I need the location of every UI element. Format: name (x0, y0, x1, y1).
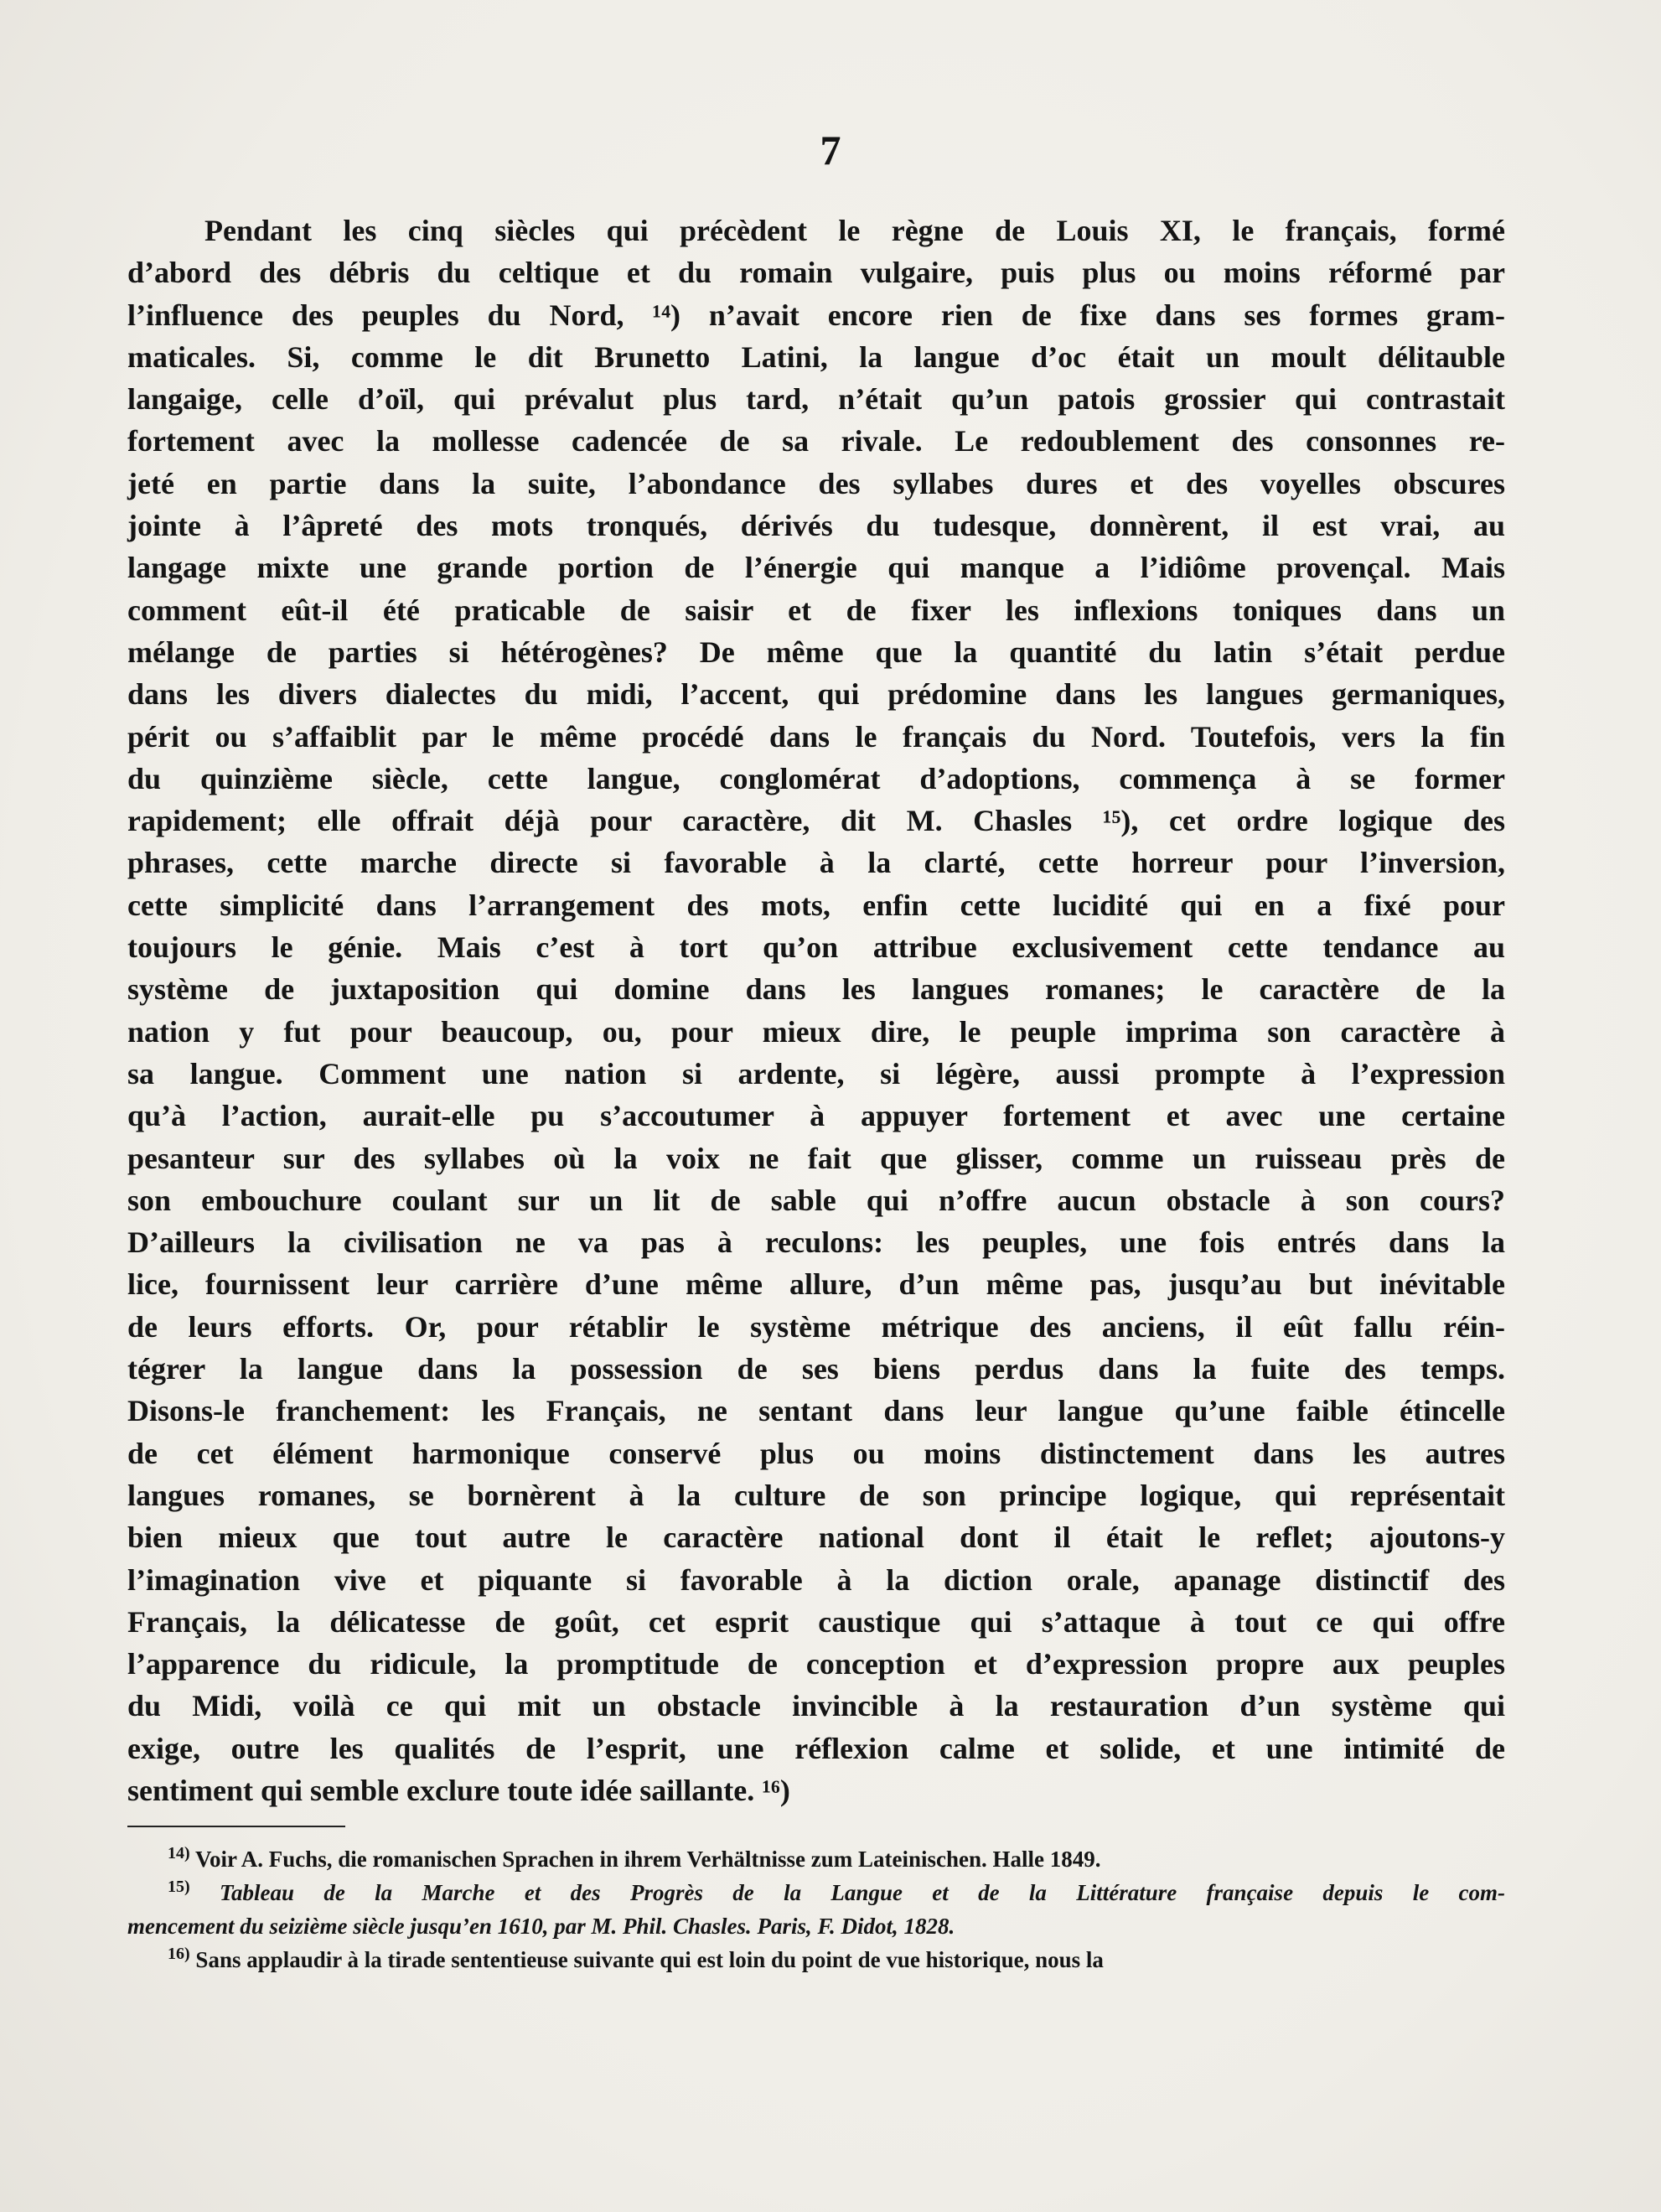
footnote-divider (127, 1826, 345, 1827)
text-line: bien mieux que tout autre le caractère national dont il était le reflet; ajoutons-y (127, 1520, 1505, 1555)
text-line: pesanteur sur des syllabes où la voix ne fait que glisser, comme un ruisseau près de (127, 1141, 1505, 1175)
text-line: lice, fournissent leur carrière d’une même allure, d’un même pas, jusqu’au but inévitable (127, 1267, 1505, 1302)
text-line: D’ailleurs la civilisation ne va pas à reculons: les peuples, une fois entrés dans la (127, 1225, 1505, 1260)
text-line: rapidement; elle offrait déjà pour caractère, dit M. Chasles ¹⁵), cet ordre logique des (127, 804, 1505, 838)
text-line: du Midi, voilà ce qui mit un obstacle invincible à la restauration d’un système qui (127, 1689, 1505, 1723)
footnote-mark: 15) (168, 1878, 190, 1896)
text-line: Disons-le franchement: les Français, ne sentant dans leur langue qu’une faible étincelle (127, 1394, 1505, 1428)
footnote-16 (127, 1943, 1505, 1976)
footnote-mark: 14) (168, 1844, 190, 1862)
text-line: langues romanes, se bornèrent à la culture de son principe logique, qui représentait (127, 1478, 1505, 1512)
text-line: phrases, cette marche directe si favorable à la clarté, cette horreur pour l’inversion, (127, 846, 1505, 880)
text-line: comment eût-il été praticable de saisir et de fixer les inflexions toniques dans un (127, 593, 1505, 627)
footnote-15 (127, 1876, 1505, 1909)
text-line: d’abord des débris du celtique et du romain vulgaire, puis plus ou moins réformé par (127, 256, 1505, 290)
text-line: son embouchure coulant sur un lit de sable qui n’offre aucun obstacle à son cours? (127, 1183, 1505, 1217)
footnote-text: mencement du seizième siècle jusqu’en 1610, par M. Phil. Chasles. Paris, F. Didot, 1828. (127, 1914, 955, 1939)
text-line: l’apparence du ridicule, la promptitude de conception et d’expression propre aux peuples (127, 1647, 1505, 1681)
text-line: l’influence des peuples du Nord, ¹⁴) n’avait encore rien de fixe dans ses formes gram- (127, 298, 1505, 332)
text-line: maticales. Si, comme le dit Brunetto Latini, la langue d’oc était un moult délitauble (127, 339, 1505, 374)
text-line: du quinzième siècle, cette langue, conglomérat d’adoptions, commença à se former (127, 761, 1505, 795)
text-line: Pendant les cinq siècles qui précèdent le règne de Louis XI, le français, formé (204, 214, 1505, 247)
body-text (127, 210, 1505, 1811)
footnote-text: Voir A. Fuchs, die romanischen Sprachen in ihrem Verhältnisse zum Lateinischen. Halle 1849. (194, 1847, 1101, 1872)
text-line: sa langue. Comment une nation si ardente, si légère, aussi prompte à l’expression (127, 1056, 1505, 1090)
text-line: fortement avec la mollesse cadencée de sa rivale. Le redoublement des consonnes re- (127, 424, 1505, 458)
text-line: dans les divers dialectes du midi, l’accent, qui prédomine dans les langues germaniques, (127, 677, 1505, 712)
text-line: nation y fut pour beaucoup, ou, pour mieux dire, le peuple imprima son caractère à (127, 1014, 1505, 1049)
text-line: sentiment qui semble exclure toute idée saillante. ¹⁶) (127, 1773, 790, 1807)
footnote-mark: 16) (168, 1945, 190, 1963)
text-line: cette simplicité dans l’arrangement des mots, enfin cette lucidité qui en a fixé pour (127, 888, 1505, 922)
text-line: de cet élément harmonique conservé plus ou moins distinctement dans les autres (127, 1436, 1505, 1470)
text-line: jeté en partie dans la suite, l’abondance des syllabes dures et des voyelles obscures (127, 466, 1505, 500)
text-line: système de juxtaposition qui domine dans les langues romanes; le caractère de la (127, 972, 1505, 1007)
text-line: langaige, celle d’oïl, qui prévalut plus tard, n’était qu’un patois grossier qui contrastait (127, 382, 1505, 417)
text-line: toujours le génie. Mais c’est à tort qu’on attribue exclusivement cette tendance au (127, 930, 1505, 965)
footnote-15-continued (127, 1909, 1505, 1943)
footnote-text: Sans applaudir à la tirade sententieuse suivante qui est loin du point de vue historique, nous la (195, 1947, 1104, 1972)
text-line: mélange de parties si hétérogènes? De même que la quantité du latin s’était perdue (127, 635, 1505, 669)
text-line: tégrer la langue dans la possession de ses biens perdus dans la fuite des temps. (127, 1352, 1505, 1386)
text-line: langage mixte une grande portion de l’énergie qui manque a l’idiôme provençal. Mais (127, 551, 1505, 585)
page-number: 7 (820, 127, 841, 174)
footnote-text: Tableau de la Marche et des Progrès de la Langue et de la Littérature française depuis le com- (220, 1880, 1506, 1905)
text-line: exige, outre les qualités de l’esprit, une réflexion calme et solide, et une intimité de (127, 1731, 1505, 1765)
footnote-14 (127, 1842, 1505, 1876)
text-line: l’imagination vive et piquante si favorable à la diction orale, apanage distinctif des (127, 1562, 1505, 1597)
text-line: qu’à l’action, aurait-elle pu s’accoutumer à appuyer fortement et avec une certaine (127, 1099, 1505, 1133)
footnotes (127, 1842, 1505, 1976)
text-line: Français, la délicatesse de goût, cet esprit caustique qui s’attaque à tout ce qui offre (127, 1604, 1505, 1639)
text-line: jointe à l’âpreté des mots tronqués, dérivés du tudesque, donnèrent, il est vrai, au (127, 509, 1505, 543)
text-line: périt ou s’affaiblit par le même procédé dans le français du Nord. Toutefois, vers la fin (127, 719, 1505, 754)
text-line: de leurs efforts. Or, pour rétablir le système métrique des anciens, il eût fallu réin- (127, 1309, 1505, 1344)
